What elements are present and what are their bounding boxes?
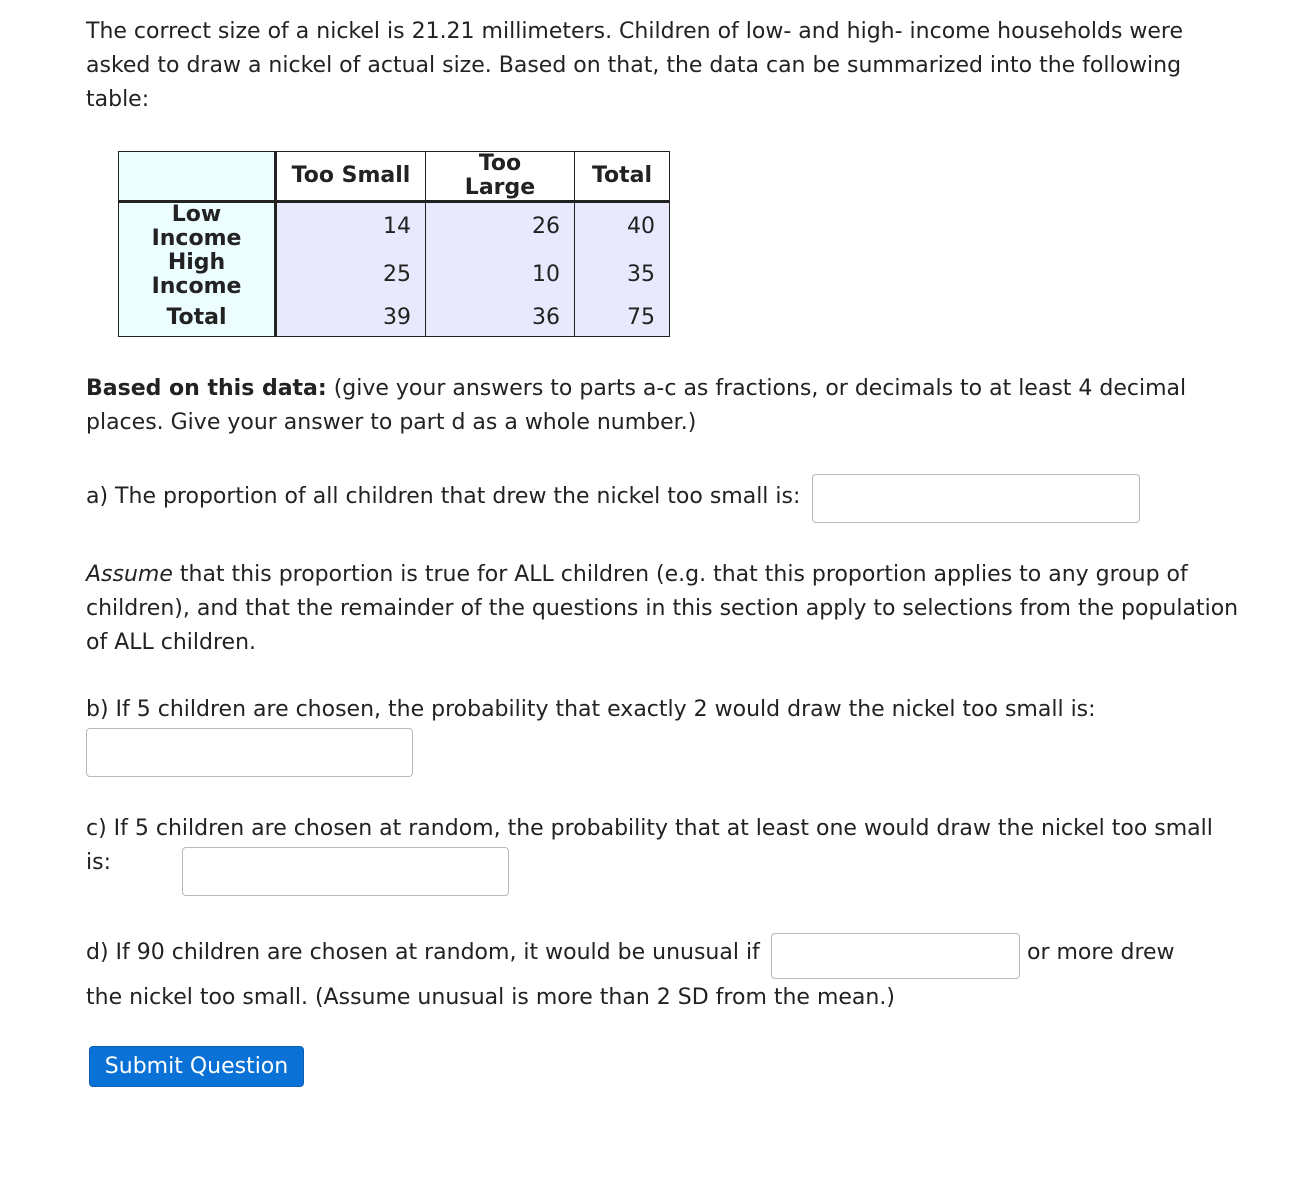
table-corner-cell — [119, 152, 276, 202]
table-cell: 39 — [276, 299, 426, 337]
part-d-label-tail: or more drew — [1027, 940, 1175, 965]
table-cell: 10 — [426, 251, 575, 299]
column-header: Too Large — [426, 152, 575, 202]
table-cell: 40 — [575, 202, 670, 252]
part-d-label: d) If 90 children are chosen at random, it would be unusual if — [86, 940, 760, 965]
part-d-label-line2: the nickel too small. (Assume unusual is more than 2 SD from the mean.) — [86, 985, 895, 1010]
part-a-answer-input[interactable] — [812, 474, 1140, 523]
part-d-answer-input[interactable] — [771, 933, 1020, 979]
table-cell: 26 — [426, 202, 575, 252]
submit-question-button[interactable]: Submit Question — [89, 1046, 304, 1087]
row-header: Total — [119, 299, 276, 337]
table-row — [119, 299, 670, 337]
column-header: Total — [575, 152, 670, 202]
part-c-answer-input[interactable] — [182, 847, 509, 896]
assumption-text — [86, 558, 1246, 660]
instructions-text: (give your answers to parts a-c as fractions, or decimals to at least 4 decimal places. Give your answer to part d as a whole number.) — [86, 376, 1187, 435]
row-header: High Income — [119, 251, 276, 299]
column-header: Too Small — [276, 152, 426, 202]
part-b-answer-input[interactable] — [86, 728, 413, 777]
table-cell: 35 — [575, 251, 670, 299]
instructions-bold: Based on this data: — [86, 376, 327, 401]
table-cell: 75 — [575, 299, 670, 337]
table-cell: 36 — [426, 299, 575, 337]
table-cell: 14 — [276, 202, 426, 252]
data-table — [118, 151, 670, 337]
instructions — [86, 372, 1236, 440]
part-c-label: c) If 5 children are chosen at random, the probability that at least one would draw the nickel too small is: — [86, 816, 1213, 875]
table-cell: 25 — [276, 251, 426, 299]
table-row — [119, 202, 670, 252]
table-header-row — [119, 152, 670, 202]
problem-intro: The correct size of a nickel is 21.21 millimeters. Children of low- and high- income households were asked to draw a nickel of actual size. Based on that, the data can be summarized into the following table: — [86, 19, 1184, 112]
row-header: Low Income — [119, 202, 276, 252]
assume-rest: that this proportion is true for ALL children (e.g. that this proportion applies to any group of children), and that the remainder of the questions in this section apply to selections from the population of ALL children. — [86, 562, 1239, 655]
part-b-label: b) If 5 children are chosen, the probability that exactly 2 would draw the nickel too small is: — [86, 697, 1096, 722]
table-row — [119, 251, 670, 299]
part-a-label: a) The proportion of all children that drew the nickel too small is: — [86, 484, 801, 509]
assume-italic: Assume — [86, 562, 173, 587]
